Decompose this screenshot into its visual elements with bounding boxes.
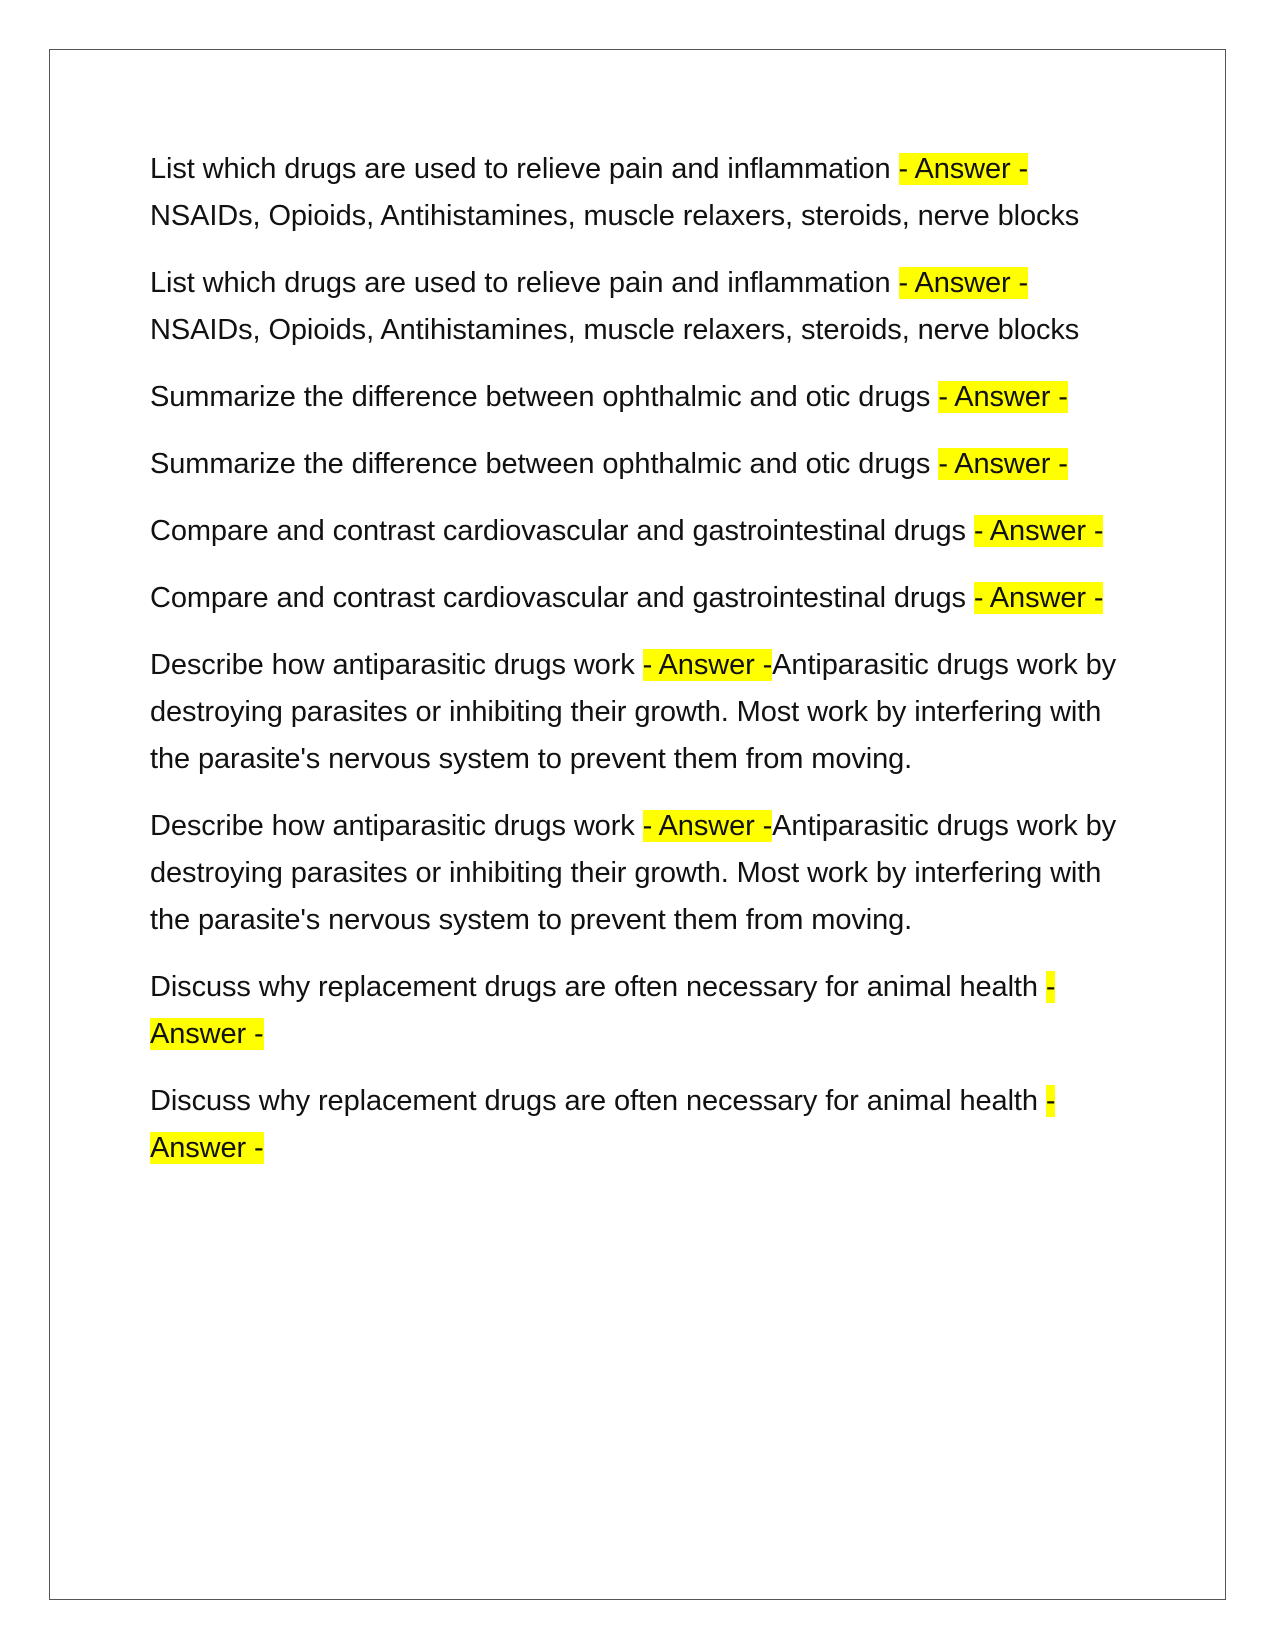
qa-item (150, 374, 1125, 421)
answer-marker: - Answer - (938, 381, 1068, 413)
qa-item (150, 441, 1125, 488)
answer-marker: - Answer - (898, 267, 1029, 299)
question-text: Describe how antiparasitic drugs work (150, 810, 635, 842)
question-text: Discuss why replacement drugs are often necessary for animal health (150, 971, 1038, 1003)
question-text: Summarize the difference between ophthalmic and otic drugs (150, 448, 931, 480)
answer-marker: - Answer - (938, 448, 1068, 480)
answer-text: NSAIDs, Opioids, Antihistamines, muscle relaxers, steroids, nerve blocks (150, 200, 1080, 232)
answer-marker: - Answer - (150, 971, 1056, 1050)
question-text: List which drugs are used to relieve pain and inflammation (150, 153, 891, 185)
qa-item (150, 964, 1125, 1058)
answer-text: Antiparasitic drugs work by destroying parasites or inhibiting their growth. Most work by interfering with the parasite's nervous system to prevent them from moving. (150, 810, 1116, 936)
answer-marker: - Answer - (642, 810, 773, 842)
answer-text: Antiparasitic drugs work by destroying parasites or inhibiting their growth. Most work by interfering with the parasite's nervous system to prevent them from moving. (150, 649, 1116, 775)
qa-item (150, 575, 1125, 622)
document-body (150, 146, 1125, 1192)
answer-marker: - Answer - (973, 515, 1104, 547)
answer-marker: - Answer - (973, 582, 1104, 614)
qa-item (150, 642, 1125, 783)
qa-item (150, 803, 1125, 944)
question-text: Summarize the difference between ophthalmic and otic drugs (150, 381, 931, 413)
question-text: Discuss why replacement drugs are often necessary for animal health (150, 1085, 1038, 1117)
question-text: Compare and contrast cardiovascular and gastrointestinal drugs (150, 515, 966, 547)
answer-marker: - Answer - (150, 1085, 1056, 1164)
question-text: List which drugs are used to relieve pain and inflammation (150, 267, 891, 299)
qa-item (150, 508, 1125, 555)
answer-marker: - Answer - (898, 153, 1029, 185)
answer-text: NSAIDs, Opioids, Antihistamines, muscle relaxers, steroids, nerve blocks (150, 314, 1080, 346)
question-text: Compare and contrast cardiovascular and gastrointestinal drugs (150, 582, 966, 614)
question-text: Describe how antiparasitic drugs work (150, 649, 635, 681)
qa-item (150, 1078, 1125, 1172)
qa-item (150, 146, 1125, 240)
answer-marker: - Answer - (642, 649, 773, 681)
qa-item (150, 260, 1125, 354)
